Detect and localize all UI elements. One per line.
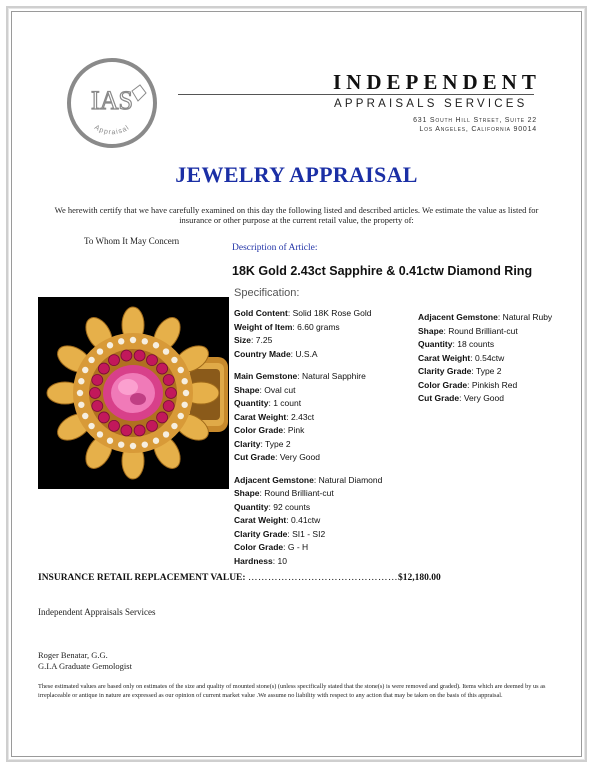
spec-separator: :	[268, 398, 274, 408]
ring-ruby	[121, 425, 132, 436]
spec-label: Clarity Grade	[418, 366, 472, 376]
spec-value: 7.25	[255, 335, 273, 345]
spec-value: Oval cut	[264, 384, 296, 395]
spec-label: Carat Weight	[234, 515, 287, 525]
spec-label: Quantity	[234, 398, 269, 408]
spec-separator: :	[290, 348, 296, 359]
spec-row	[234, 370, 382, 384]
ring-ruby	[163, 400, 174, 411]
ring-ruby	[109, 420, 120, 431]
spec-value: Round Brilliant-cut	[448, 325, 518, 336]
spec-label: Cut Grade	[418, 393, 460, 403]
disclaimer: These estimated values are based only on estimates of the size and quality of mounted stone(s) (unless specifically stated that the stone(s) is were removed and graded). Items which are deemed by us as irreplaceable or antique in nature are expressed as our opinion of current market value .We assume no liability with respect to any action that may be taken on the basis of this appraisal.	[38, 683, 546, 699]
spec-separator: :	[259, 384, 265, 395]
spec-separator: :	[283, 542, 288, 552]
spec-row	[234, 501, 382, 515]
spec-label: Cut Grade	[234, 452, 276, 462]
spec-value: U.S.A	[295, 348, 318, 359]
spec-separator: :	[452, 339, 458, 349]
spec-value: Natural Sapphire	[302, 371, 366, 381]
spec-value: Very Good	[463, 393, 504, 403]
spec-row	[234, 541, 382, 555]
spec-row	[234, 384, 382, 398]
spec-value: Type 2	[265, 438, 291, 449]
spec-label: Size	[234, 335, 252, 345]
insurance-value-line	[38, 573, 441, 583]
spec-label: Carat Weight	[234, 411, 287, 422]
ring-diamond	[163, 348, 169, 354]
certify-text: We herewith certify that we have carefully examined on this day the following listed and described articles. We estimate the value as listed for insurance or other purpose at the current retail value, the property of:	[54, 205, 539, 225]
spec-label: Country Made	[234, 348, 291, 359]
description-label: Description of Article:	[232, 243, 318, 253]
ring-diamond	[77, 390, 83, 396]
ring-diamond	[183, 390, 189, 396]
spec-row	[234, 487, 382, 501]
ring-diamond	[78, 402, 84, 408]
spec-value: SI1 - SI2	[292, 528, 326, 539]
ring-diamond	[78, 378, 84, 384]
spec-row	[234, 307, 382, 321]
spec-row	[234, 411, 382, 425]
ring-diamond	[181, 378, 187, 384]
spec-separator: :	[467, 379, 472, 390]
document-title: JEWELRY APPRAISAL	[175, 162, 418, 187]
spec-label: Shape	[234, 384, 260, 395]
ring-diamond	[178, 367, 184, 373]
spec-row	[234, 474, 382, 488]
spec-value: 6.60 grams	[297, 321, 340, 332]
spec-row	[418, 311, 552, 325]
spec-label: Color Grade	[418, 379, 468, 390]
ring-diamond	[163, 431, 169, 437]
svg-text:Appraisal	[93, 124, 131, 136]
spec-separator: :	[272, 555, 278, 566]
spec-separator: :	[286, 411, 292, 422]
ring-diamond	[82, 413, 88, 419]
spec-value: Pinkish Red	[471, 379, 518, 390]
ias-logo	[66, 57, 158, 149]
ring-diamond	[181, 402, 187, 408]
spec-separator: :	[286, 515, 292, 525]
ring-diamond	[130, 337, 136, 343]
spec-value: 2.43ct	[291, 411, 315, 422]
spec-row	[234, 438, 382, 452]
ring-ruby	[121, 350, 132, 361]
spec-label: Adjacent Gemstone	[234, 474, 314, 485]
spec-row	[234, 424, 382, 438]
spec-value: Round Brilliant-cut	[264, 488, 334, 498]
spec-value: Type 2	[475, 366, 502, 376]
spec-separator: :	[443, 325, 449, 336]
spec-label: Quantity	[234, 501, 269, 512]
ring-ruby	[166, 388, 177, 399]
spec-label: Adjacent Gemstone	[418, 312, 498, 322]
spec-row	[234, 348, 382, 362]
spec-row	[418, 379, 552, 393]
spec-separator: :	[268, 501, 274, 512]
spec-row	[234, 321, 382, 335]
spec-value: Solid 18K Rose Gold	[292, 308, 372, 318]
ring-diamond	[178, 413, 184, 419]
ring-diamond	[171, 357, 177, 363]
company-subtitle: APPRAISALS SERVICES	[334, 98, 528, 110]
spec-label: Weight of Item	[234, 321, 293, 332]
spec-value: 10	[277, 555, 287, 566]
ring-ruby	[92, 400, 103, 411]
ring-ruby	[157, 363, 168, 374]
spec-separator: :	[275, 452, 280, 462]
spec-label: Clarity	[234, 438, 261, 449]
spec-label: Color Grade	[234, 425, 284, 435]
spec-value: 0.54ctw	[475, 352, 505, 363]
spec-label: Shape	[418, 325, 444, 336]
ring-photo	[38, 297, 229, 489]
spec-row	[418, 338, 552, 352]
ring-ruby	[109, 355, 120, 366]
insurance-label: INSURANCE RETAIL REPLACEMENT VALUE:	[38, 573, 246, 583]
spec-row	[234, 334, 382, 348]
ring-diamond	[142, 441, 148, 447]
spec-row	[234, 528, 382, 542]
spec-separator: :	[313, 474, 319, 485]
spec-label: Shape	[234, 488, 260, 498]
header-rule	[178, 94, 534, 95]
signature-title: G.I.A Graduate Gemologist	[38, 661, 132, 671]
spec-label: Main Gemstone	[234, 371, 298, 381]
ring-ruby	[134, 350, 145, 361]
spec-value: 92 counts	[273, 501, 311, 512]
address-line-2: Los Angeles, California 90014	[419, 126, 537, 133]
spec-row	[234, 555, 382, 569]
spec-row	[418, 392, 552, 406]
ring-diamond	[88, 423, 94, 429]
ring-diamond	[118, 441, 124, 447]
ring-diamond	[97, 348, 103, 354]
spec-row	[418, 325, 552, 339]
spec-separator: :	[287, 528, 293, 539]
ring-diamond	[153, 438, 159, 444]
ring-ruby	[98, 363, 109, 374]
spec-row	[418, 352, 552, 366]
spec-separator: :	[497, 312, 503, 322]
ring-ruby	[92, 375, 103, 386]
spec-separator: :	[470, 352, 476, 363]
spec-row	[234, 451, 382, 465]
spec-value: 0.41ctw	[291, 515, 321, 525]
specification-label: Specification:	[234, 287, 300, 299]
spec-separator: :	[251, 335, 256, 345]
spec-separator: :	[471, 366, 476, 376]
spec-group-gap	[234, 465, 382, 474]
footer-company: Independent Appraisals Services	[38, 607, 156, 617]
ring-ruby	[147, 420, 158, 431]
logo-letters: IAS	[91, 86, 133, 115]
spec-separator: :	[260, 438, 266, 449]
ring-ruby	[163, 375, 174, 386]
ring-diamond	[153, 342, 159, 348]
spec-separator: :	[297, 371, 303, 381]
ring-diamond	[171, 423, 177, 429]
insurance-value: $12,180.00	[397, 573, 441, 583]
spec-label: Gold Content	[234, 308, 288, 318]
spec-value: Natural Ruby	[502, 312, 553, 322]
ring-ruby	[147, 355, 158, 366]
ring-diamond	[130, 443, 136, 449]
ring-diamond	[118, 338, 124, 344]
ring-diamond	[107, 342, 113, 348]
signature-name: Roger Benatar, G.G.	[38, 650, 108, 660]
spec-label: Hardness	[234, 555, 273, 566]
spec-value: Natural Diamond	[318, 474, 383, 485]
specs-left-column	[234, 307, 382, 568]
recipient: To Whom It May Concern	[84, 236, 180, 246]
spec-row	[234, 397, 382, 411]
ring-diamond	[82, 367, 88, 373]
specs-right-column	[418, 311, 552, 406]
spec-value: Very Good	[279, 452, 320, 462]
ring-ruby	[157, 412, 168, 423]
spec-label: Clarity Grade	[234, 528, 288, 539]
spec-value: G - H	[287, 542, 309, 552]
spec-separator: :	[259, 488, 265, 498]
spec-value: 18 counts	[457, 339, 495, 349]
spec-separator: :	[283, 425, 288, 435]
spec-row	[234, 514, 382, 528]
logo-arc-text: Appraisal	[92, 124, 132, 137]
spec-row	[418, 365, 552, 379]
address-line-1: 631 South Hill Street, Suite 22	[413, 117, 537, 124]
ring-ruby	[98, 412, 109, 423]
ring-diamond	[88, 357, 94, 363]
ring-diamond	[142, 338, 148, 344]
spec-label: Color Grade	[234, 542, 284, 552]
spec-label: Carat Weight	[418, 352, 471, 363]
spec-separator: :	[292, 321, 298, 332]
ring-diamond	[107, 438, 113, 444]
spec-value: 1 count	[273, 398, 302, 408]
ring-ruby	[134, 425, 145, 436]
insurance-dots: ………………………………………	[247, 573, 398, 583]
spec-separator: :	[459, 393, 464, 403]
ring-diamond	[97, 431, 103, 437]
company-name: INDEPENDENT	[333, 70, 541, 94]
ring-ruby	[90, 388, 101, 399]
spec-value: Pink	[287, 425, 305, 435]
spec-label: Quantity	[418, 339, 453, 349]
spec-separator: :	[287, 308, 293, 318]
article-title: 18K Gold 2.43ct Sapphire & 0.41ctw Diamond Ring	[232, 264, 533, 278]
spec-group-gap	[234, 361, 382, 370]
